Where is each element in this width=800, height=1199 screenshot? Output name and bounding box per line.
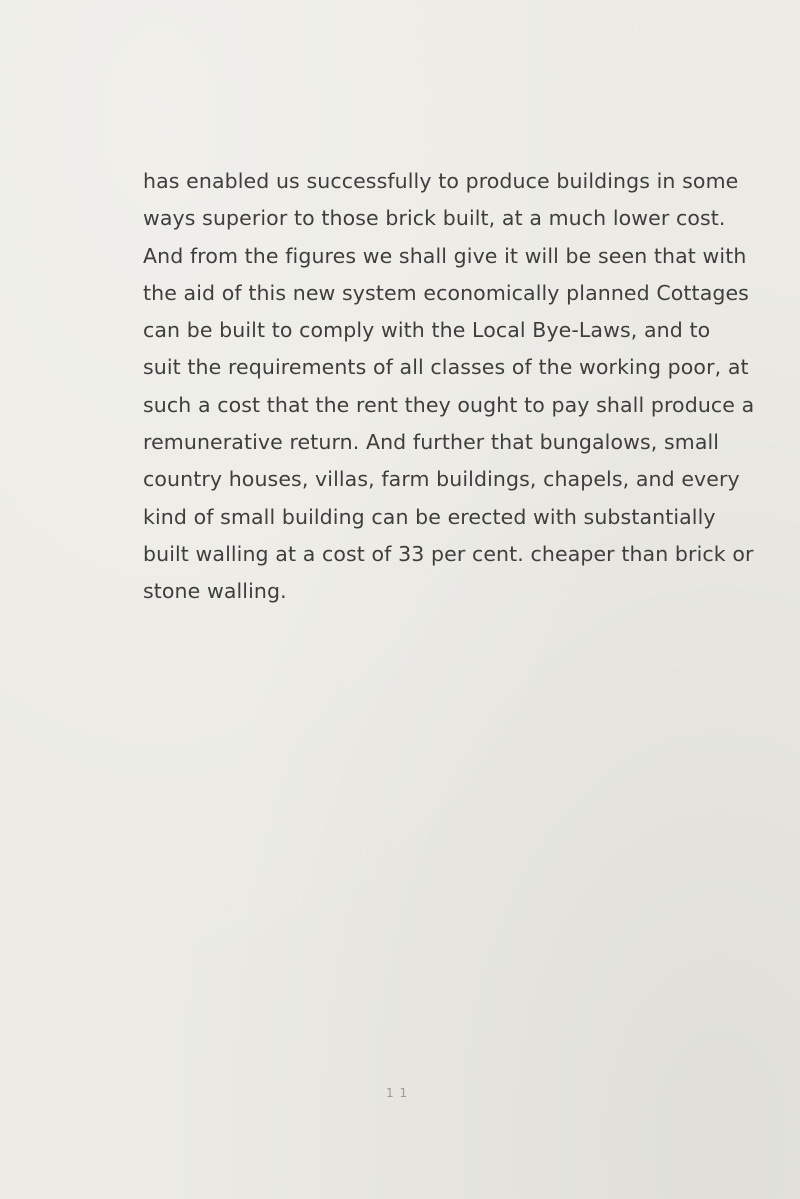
text-line: built walling at a cost of 33 per cent. cheaper than brick or [143,541,754,566]
text-line: suit the requirements of all classes of the working poor, at [143,355,749,380]
text-line: can be built to comply with the Local Bye-Laws, and to [143,318,711,343]
text-line: has enabled us successfully to produce buildings in some [143,169,739,193]
text-line: remunerative return. And further that bungalows, small [143,430,720,455]
text-line: ways superior to those brick built, at a much lower cost. [143,206,726,231]
page-number: 1 1 [386,1086,409,1100]
text-line: the aid of this new system economically planned Cottages [143,280,749,305]
text-line: country houses, villas, farm buildings, chapels, and every [143,467,740,492]
body-paragraph [143,163,755,611]
text-line: such a cost that the rent they ought to pay shall produce a [143,392,755,417]
text-line-last: stone walling. [143,579,287,604]
text-line: kind of small building can be erected with substantially [143,504,716,529]
text-line: And from the figures we shall give it will be seen that with [143,243,747,268]
